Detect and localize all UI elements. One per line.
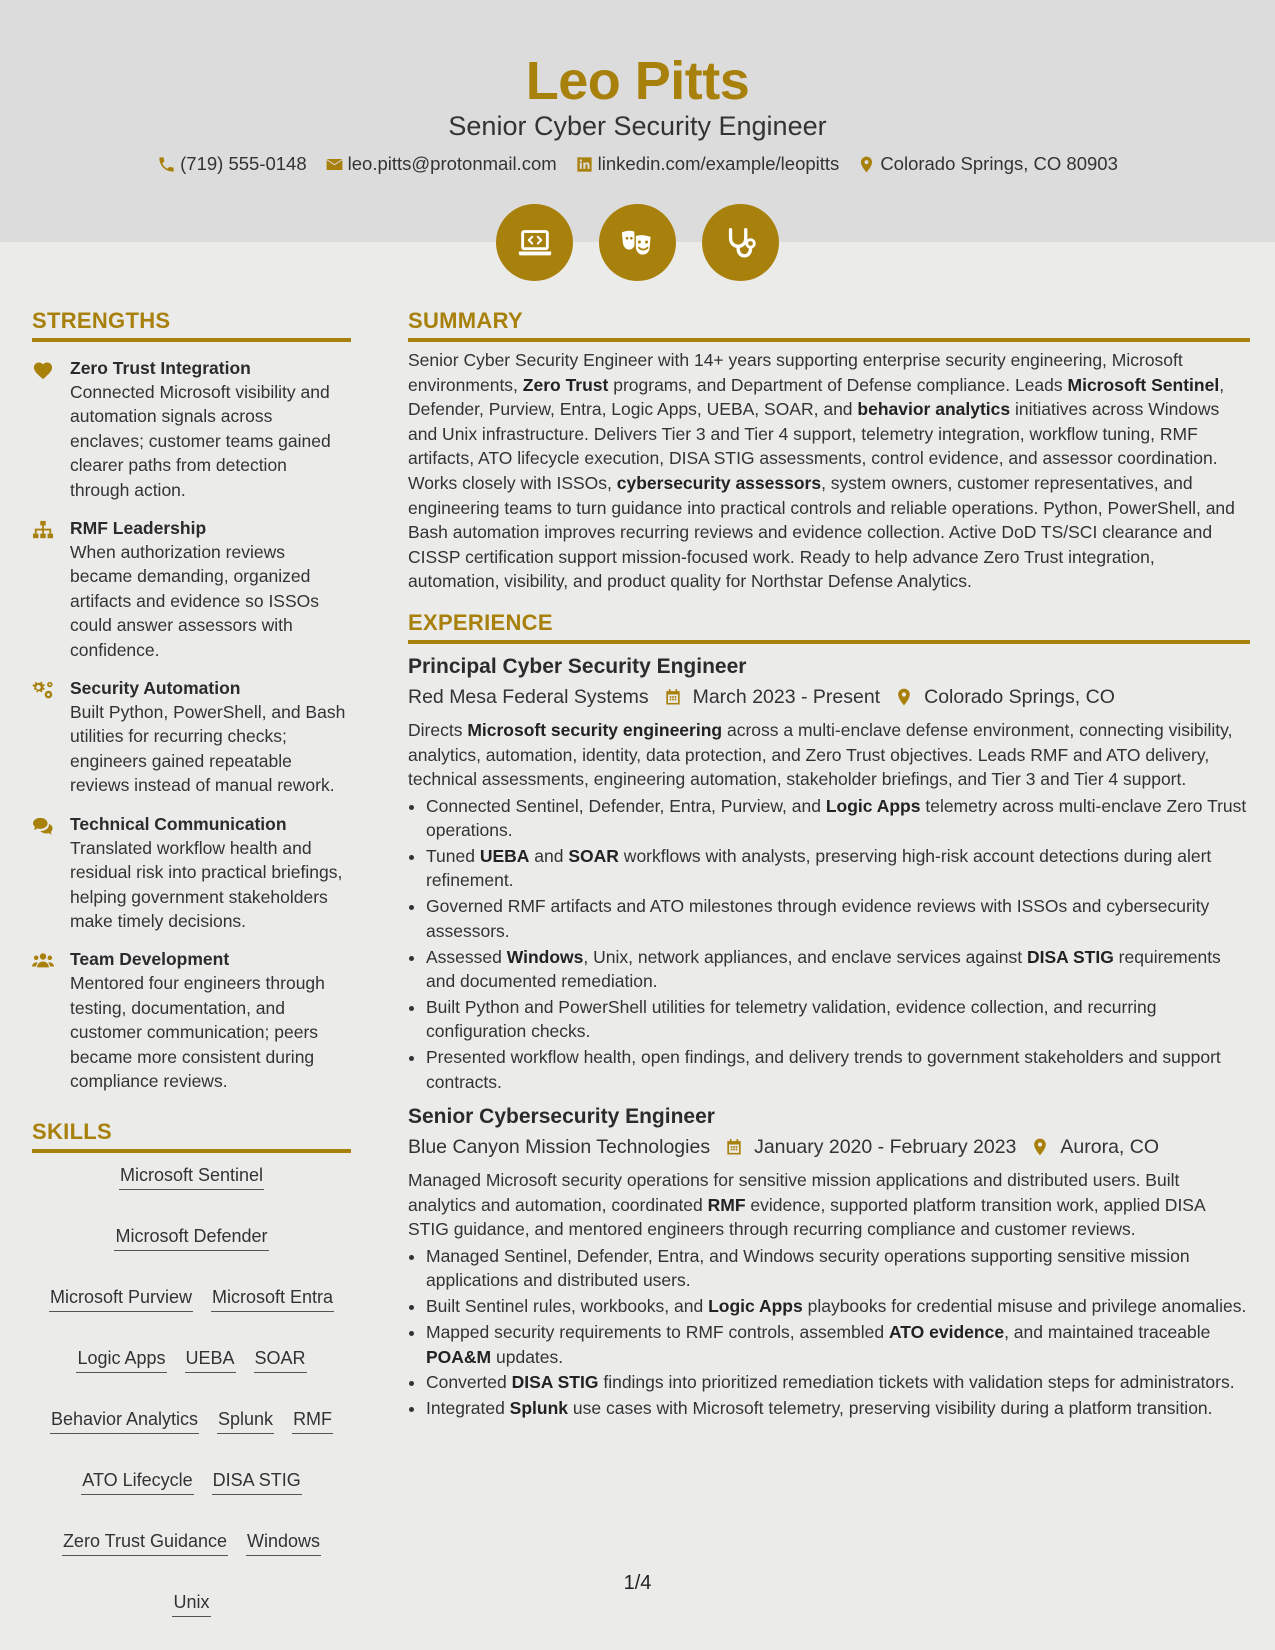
skill-tag: SOAR	[254, 1346, 307, 1373]
skill-tag: DISA STIG	[212, 1468, 302, 1495]
envelope-icon	[325, 155, 344, 174]
bold-keyword: DISA STIG	[1026, 946, 1114, 967]
skill-tag: Microsoft Sentinel	[119, 1163, 264, 1190]
location-text: Colorado Springs, CO 80903	[880, 153, 1118, 174]
strength-item	[32, 812, 351, 934]
job-bullet: • Presented workflow health, open findings, and delivery trends to government stakeholders and support contracts.	[426, 1045, 1250, 1094]
skill-tag: ATO Lifecycle	[81, 1468, 193, 1495]
map-marker-icon	[857, 155, 876, 174]
job-location: Colorado Springs, CO	[924, 685, 1115, 708]
map-marker-icon	[1030, 1137, 1050, 1157]
map-marker-icon	[894, 687, 914, 707]
right-column	[408, 306, 1250, 1422]
job-bullet: • Managed Sentinel, Defender, Entra, and Windows security operations supporting sensitive mission applications and distributed users.	[426, 1244, 1250, 1293]
job-bullet: • Built Python and PowerShell utilities for telemetry validation, evidence collection, and recurring configuration checks.	[426, 995, 1250, 1044]
skill-tag: Behavior Analytics	[50, 1407, 199, 1434]
candidate-name: Leo Pitts	[525, 51, 750, 111]
calendar-icon	[724, 1137, 744, 1157]
heart-icon	[32, 360, 54, 380]
strength-title: Security Automation	[70, 678, 241, 699]
strength-desc: When authorization reviews became demanding, organized artifacts and evidence so ISSOs could answer assessors with confidence.	[70, 542, 320, 660]
theater-masks-badge	[599, 204, 676, 281]
theater-masks-icon	[619, 224, 657, 262]
skill-tag: Logic Apps	[76, 1346, 166, 1373]
skill-tag: UEBA	[185, 1346, 236, 1373]
job-bullet: • Built Sentinel rules, workbooks, and Logic Apps playbooks for credential misuse and privilege anomalies.	[426, 1294, 1250, 1318]
bold-keyword: POA&M	[426, 1346, 492, 1367]
stethoscope-icon	[722, 224, 760, 262]
laptop-code-icon	[516, 224, 554, 262]
users-icon	[32, 951, 54, 971]
strengths-heading: STRENGTHS	[32, 306, 351, 342]
job-bullet: • Tuned UEBA and SOAR workflows with analysts, preserving high-risk account detections during alert refinement.	[426, 844, 1250, 893]
contact-bar	[0, 152, 1275, 176]
linkedin-icon	[575, 155, 594, 174]
comments-icon	[32, 816, 54, 836]
job-bullets	[408, 1244, 1250, 1421]
job-meta	[408, 682, 1250, 712]
bold-keyword: DISA STIG	[511, 1372, 599, 1393]
email-text: leo.pitts@protonmail.com	[347, 153, 557, 174]
job-dates: March 2023 - Present	[692, 685, 881, 708]
skill-tag: RMF	[292, 1407, 333, 1434]
job-meta	[408, 1132, 1250, 1162]
skills-list	[32, 1163, 351, 1617]
strength-item	[32, 356, 351, 502]
bold-keyword: behavior analytics	[857, 399, 1011, 420]
bold-keyword: Windows	[506, 946, 584, 967]
sitemap-icon	[32, 520, 54, 540]
skill-tag: Microsoft Purview	[49, 1285, 193, 1312]
job-bullet: • Integrated Splunk use cases with Microsoft telemetry, preserving visibility during a platform transition.	[426, 1396, 1250, 1420]
strength-item	[32, 676, 351, 798]
bold-keyword: Microsoft security engineering	[467, 719, 723, 740]
contact-location	[857, 152, 1118, 176]
skill-tag: Zero Trust Guidance	[62, 1529, 228, 1556]
phone-text: (719) 555-0148	[180, 153, 307, 174]
job-company: Blue Canyon Mission Technologies	[408, 1136, 711, 1159]
bold-keyword: RMF	[707, 1194, 746, 1215]
summary-text: Senior Cyber Security Engineer with 14+ years supporting enterprise security engineering, Microsoft environments, Zero Trust programs, and Department of Defense compliance. Leads Microsoft Sentinel, Defender, Purview, Entra, Logic Apps, UEBA, SOAR, and behavior analytics initiatives across Windows and Unix infrastructure. Delivers Tier 3 and Tier 4 support, telemetry integration, workflow tuning, RMF artifacts, ATO lifecycle execution, DISA STIG assessments, control evidence, and assessor coordination. Works closely with ISSOs, cybersecurity assessors, system owners, customer representatives, and engineering teams to turn guidance into practical controls and reliable operations. Python, PowerShell, and Bash automation improves recurring reviews and evidence collection. Active DoD TS/SCI clearance and CISSP certification support mission-focused work. Ready to help advance Zero Trust integration, automation, visibility, and product quality for Northstar Defense Analytics.	[408, 350, 1235, 592]
job-bullet: • Mapped security requirements to RMF controls, assembled ATO evidence, and maintained traceable POA&M updates.	[426, 1320, 1250, 1369]
strength-desc: Translated workflow health and residual risk into practical briefings, helping government stakeholders make timely decisions.	[70, 837, 343, 931]
experience-heading: EXPERIENCE	[408, 608, 1250, 644]
strength-desc: Connected Microsoft visibility and automation signals across enclaves; customer teams gained clearer paths from detection through action.	[70, 382, 331, 500]
skill-tag: Windows	[246, 1529, 321, 1556]
skills-heading: SKILLS	[32, 1117, 351, 1153]
bold-keyword: cybersecurity assessors	[616, 472, 822, 493]
linkedin-text: linkedin.com/example/leopitts	[597, 153, 840, 174]
job-bullet: • Governed RMF artifacts and ATO milestones through evidence reviews with ISSOs and cybersecurity assessors.	[426, 894, 1250, 943]
strength-item	[32, 516, 351, 662]
contact-linkedin[interactable]	[575, 152, 840, 176]
bold-keyword: Logic Apps	[825, 795, 921, 816]
contact-phone[interactable]	[157, 152, 307, 176]
contact-email[interactable]	[325, 152, 557, 176]
bold-keyword: ATO evidence	[888, 1322, 1005, 1343]
job-company: Red Mesa Federal Systems	[408, 685, 649, 708]
job-bullet: • Assessed Windows, Unix, network appliances, and enclave services against DISA STIG requirements and documented remediation.	[426, 945, 1250, 994]
skill-tag: Microsoft Entra	[211, 1285, 334, 1312]
strength-title: Zero Trust Integration	[70, 358, 251, 378]
job-description: Directs Microsoft security engineering across a multi-enclave defense environment, connecting visibility, analytics, automation, identity, data protection, and Zero Trust objectives. Leads RMF and ATO delivery, technical assessments, engineering automation, stakeholder briefings, and Tier 3 and Tier 4 support.	[408, 719, 1233, 790]
strength-title: RMF Leadership	[70, 518, 207, 539]
cogs-icon	[32, 680, 54, 700]
left-column	[32, 306, 351, 1617]
job-bullets	[408, 794, 1250, 1094]
skill-tag: Unix	[172, 1590, 210, 1617]
strength-title: Team Development	[70, 949, 230, 970]
bold-keyword: Zero Trust	[522, 374, 609, 395]
job-role: Principal Cyber Security Engineer	[408, 654, 747, 678]
bold-keyword: Splunk	[509, 1398, 569, 1419]
job-bullet: • Converted DISA STIG findings into prioritized remediation tickets with validation steps for administrators.	[426, 1370, 1250, 1394]
skill-tag: Splunk	[217, 1407, 274, 1434]
job-description: Managed Microsoft security operations for sensitive mission applications and distributed users. Built analytics and automation, coordinated RMF evidence, supported platform transition work, applied DISA STIG guidance, and mentored engineers through recurring compliance and customer reviews.	[408, 1170, 1205, 1240]
job-entry	[408, 1102, 1250, 1421]
candidate-title: Senior Cyber Security Engineer	[448, 111, 827, 141]
strength-title: Technical Communication	[70, 813, 287, 834]
summary-heading: SUMMARY	[408, 306, 1250, 342]
icon-badges	[0, 204, 1275, 281]
bold-keyword: SOAR	[568, 846, 619, 867]
strength-desc: Mentored four engineers through testing, documentation, and customer communication; peers became more consistent during compliance reviews.	[70, 973, 325, 1091]
job-role: Senior Cybersecurity Engineer	[408, 1105, 715, 1129]
strength-item	[32, 947, 351, 1093]
job-entry	[408, 652, 1250, 1094]
strength-desc: Built Python, PowerShell, and Bash utilities for recurring checks; engineers gained repeatable reviews instead of manual rework.	[70, 702, 346, 796]
job-location: Aurora, CO	[1060, 1136, 1160, 1159]
phone-icon	[157, 155, 176, 174]
bold-keyword: Microsoft Sentinel	[1067, 374, 1220, 395]
laptop-code-badge	[496, 204, 573, 281]
skill-tag: Microsoft Defender	[114, 1224, 268, 1251]
bold-keyword: UEBA	[479, 846, 530, 867]
calendar-icon	[663, 687, 683, 707]
stethoscope-badge	[702, 204, 779, 281]
bold-keyword: Logic Apps	[708, 1296, 803, 1317]
job-bullet: • Connected Sentinel, Defender, Entra, Purview, and Logic Apps telemetry across multi-enclave Zero Trust operations.	[426, 794, 1250, 843]
job-dates: January 2020 - February 2023	[754, 1136, 1017, 1159]
page-number: 1/4	[623, 1572, 652, 1594]
